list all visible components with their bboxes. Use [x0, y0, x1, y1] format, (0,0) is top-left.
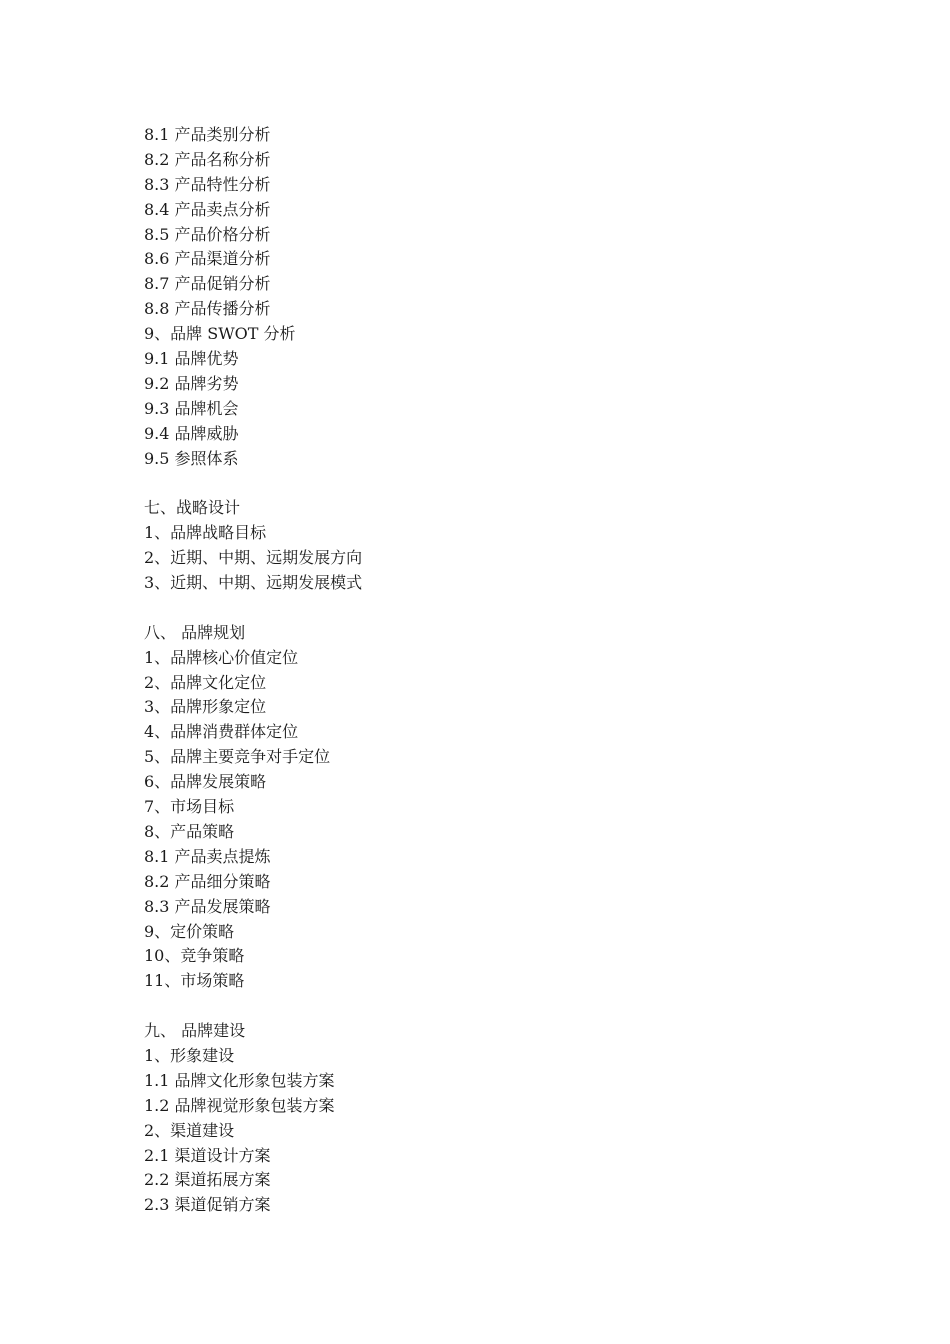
outline-group-brand-building [144, 1019, 824, 1218]
outline-item: 1、品牌战略目标 [144, 523, 267, 543]
outline-item: 8.1 产品类别分析 [144, 125, 271, 144]
outline-item: 9.1 品牌优势 [144, 349, 239, 369]
outline-item: 9.4 品牌威胁 [144, 423, 239, 443]
outline-item: 8.2 产品细分策略 [144, 871, 271, 891]
section-heading: 八、 品牌规划 [144, 622, 246, 642]
outline-item: 8.5 产品价格分析 [144, 224, 271, 244]
outline-item: 9、品牌 SWOT 分析 [144, 324, 296, 344]
outline-item: 2、近期、中期、远期发展方向 [144, 548, 363, 568]
outline-item: 9.5 参照体系 [144, 448, 239, 468]
outline-item: 8.2 产品名称分析 [144, 149, 271, 169]
outline-item: 8.3 产品特性分析 [144, 174, 271, 194]
outline-item: 8.3 产品发展策略 [144, 896, 271, 916]
outline-item: 2、渠道建设 [144, 1120, 235, 1140]
blank-line [144, 596, 824, 621]
outline-item: 9、定价策略 [144, 921, 235, 941]
outline-item: 11、市场策略 [144, 971, 245, 991]
outline-item: 8.6 产品渠道分析 [144, 249, 271, 269]
section-heading: 七、战略设计 [144, 498, 241, 518]
outline-item: 8.7 产品促销分析 [144, 274, 271, 294]
outline-item: 3、近期、中期、远期发展模式 [144, 573, 363, 593]
blank-line [144, 994, 824, 1019]
outline-item: 9.2 品牌劣势 [144, 373, 239, 393]
outline-item: 1、形象建设 [144, 1045, 235, 1065]
outline-group-brand-planning [144, 621, 824, 994]
outline-item: 5、品牌主要竞争对手定位 [144, 747, 331, 767]
outline-item: 1.2 品牌视觉形象包装方案 [144, 1095, 335, 1115]
outline-group-strategy [144, 496, 824, 596]
outline-item: 2.2 渠道拓展方案 [144, 1170, 271, 1190]
blank-line [144, 471, 824, 496]
outline-item: 4、品牌消费群体定位 [144, 722, 299, 742]
outline-item: 2.3 渠道促销方案 [144, 1195, 271, 1215]
outline-item: 1、品牌核心价值定位 [144, 647, 299, 667]
outline-item: 2.1 渠道设计方案 [144, 1145, 271, 1165]
outline-item: 3、品牌形象定位 [144, 697, 267, 717]
outline-item: 8.8 产品传播分析 [144, 299, 271, 319]
outline-item: 8、产品策略 [144, 821, 235, 841]
section-heading: 九、 品牌建设 [144, 1021, 246, 1041]
outline-item: 8.1 产品卖点提炼 [144, 846, 271, 866]
document-body [144, 123, 824, 1218]
outline-item: 1.1 品牌文化形象包装方案 [144, 1070, 335, 1090]
outline-item: 7、市场目标 [144, 797, 235, 817]
outline-group-analysis [144, 123, 824, 471]
outline-item: 9.3 品牌机会 [144, 398, 239, 418]
outline-item: 10、竞争策略 [144, 946, 245, 966]
outline-item: 8.4 产品卖点分析 [144, 199, 271, 219]
outline-item: 6、品牌发展策略 [144, 772, 267, 792]
outline-item: 2、品牌文化定位 [144, 672, 267, 692]
